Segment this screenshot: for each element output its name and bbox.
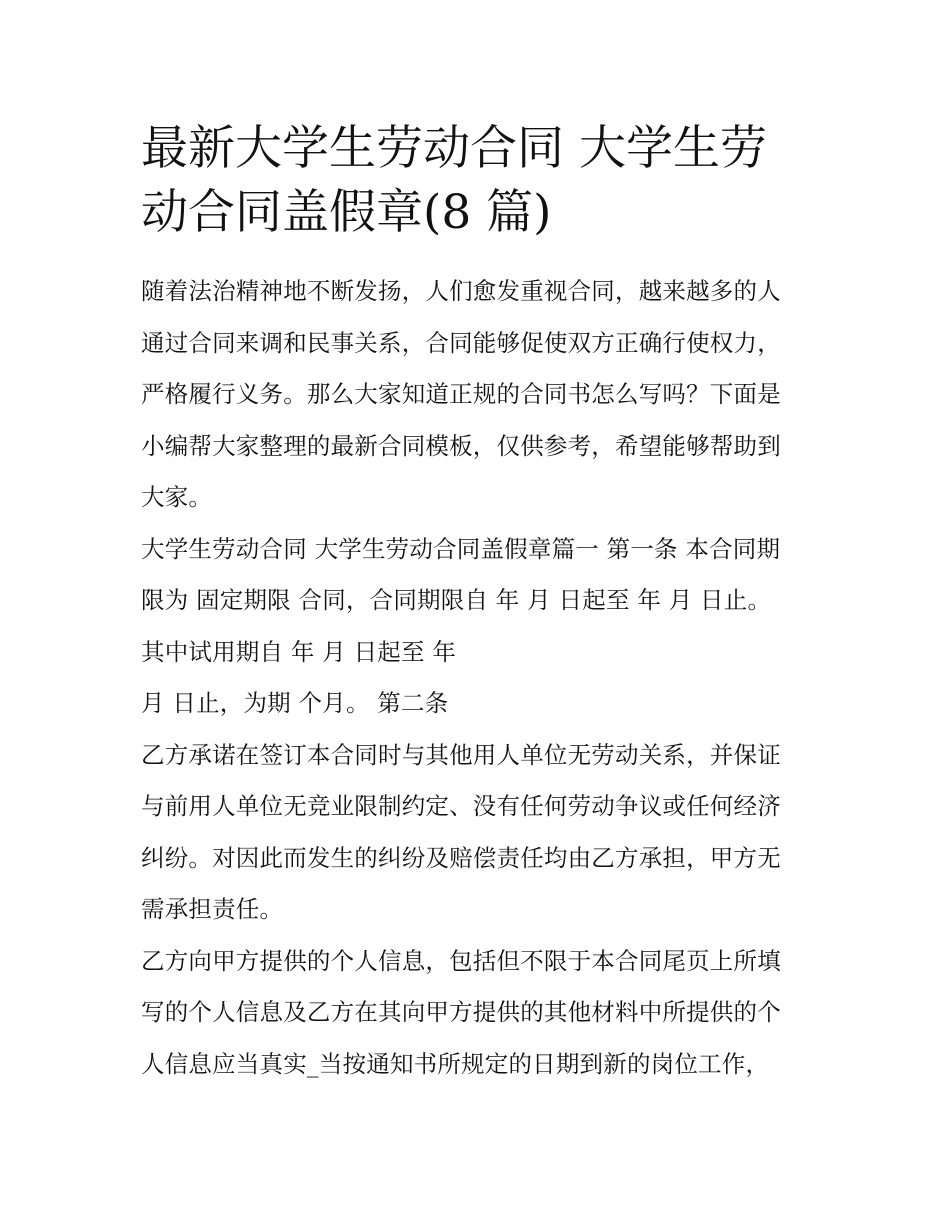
body-line: 随着法治精神地不断发扬，人们愈发重视合同，越来越多的人 — [141, 277, 781, 305]
body-line: 纠纷。对因此而发生的纠纷及赔偿责任均由乙方承担，甲方无 — [141, 843, 781, 872]
body-line: 限为 固定期限 合同，合同期限自 年 月 日起至 年 月 日止。 — [141, 586, 772, 614]
body-line: 乙方承诺在签订本合同时与其他用人单位无劳动关系，并保证 — [141, 740, 781, 769]
document-body — [141, 266, 821, 1090]
body-line: 人信息应当真实_当按通知书所规定的日期到新的岗位工作， — [141, 1049, 770, 1078]
body-line: 其中试用期自 年 月 日起至 年 — [141, 637, 457, 666]
title-line: 动合同盖假章(8 篇) — [141, 185, 552, 240]
body-line: 写的个人信息及乙方在其向甲方提供的其他材料中所提供的个 — [141, 998, 781, 1026]
body-line: 小编帮大家整理的最新合同模板，仅供参考，希望能够帮助到 — [141, 431, 781, 460]
body-line: 大学生劳动合同 大学生劳动合同盖假章篇一 第一条 本合同期 — [141, 534, 781, 563]
body-line: 月 日止，为期 个月。 第二条 — [141, 689, 449, 717]
document-title — [141, 117, 821, 245]
title-line: 最新大学生劳动合同 大学生劳 — [141, 121, 767, 176]
body-line: 严格履行义务。那么大家知道正规的合同书怎么写吗？下面是 — [141, 380, 781, 408]
body-line: 与前用人单位无竞业限制约定、没有任何劳动争议或任何经济 — [141, 792, 781, 820]
body-line: 乙方向甲方提供的个人信息，包括但不限于本合同尾页上所填 — [141, 946, 781, 975]
document-content — [141, 117, 821, 1090]
body-line: 大家。 — [141, 483, 213, 511]
body-line: 需承担责任。 — [141, 895, 284, 923]
body-line: 通过合同来调和民事关系，合同能够促使双方正确行使权力， — [141, 328, 781, 357]
